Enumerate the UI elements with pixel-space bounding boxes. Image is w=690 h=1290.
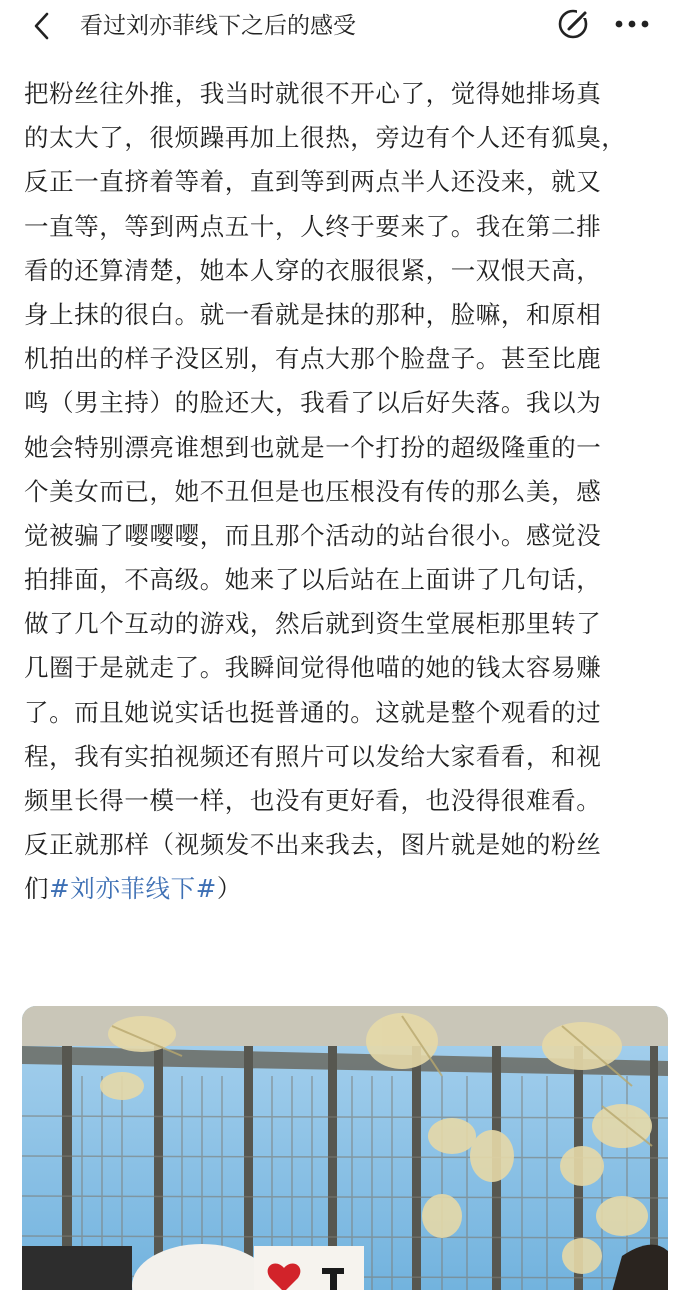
article-line: 机拍出的样子没区别，有点大那个脸盘子。甚至比鹿	[24, 344, 602, 374]
event-photo[interactable]	[22, 1006, 668, 1290]
chevron-left-icon	[30, 11, 54, 41]
last-line-suffix: ）	[216, 874, 242, 904]
article-line: 的太大了，很烦躁再加上很热，旁边有个人还有狐臭，	[24, 123, 627, 153]
article-line: 身上抹的很白。就一看就是抹的那种，脸嘛，和原相	[24, 299, 602, 329]
article-line: 拍排面，不高级。她来了以后站在上面讲了几句话，	[24, 565, 602, 595]
more-button[interactable]	[612, 6, 652, 42]
edit-button[interactable]	[556, 6, 592, 42]
article-line: 一直等，等到两点五十，人终于要来了。我在第二排	[24, 211, 602, 241]
back-button[interactable]	[24, 8, 60, 44]
article-line: 频里长得一模一样，也没有更好看，也没得很难看。	[24, 786, 602, 815]
article-line: 她会特别漂亮谁想到也就是一个打扮的超级隆重的一	[24, 432, 602, 462]
article-line: 做了几个互动的游戏，然后就到资生堂展柜那里转了	[24, 609, 602, 639]
last-line-prefix: 们	[24, 874, 50, 904]
article-line: 觉被骗了嘤嘤嘤，而且那个活动的站台很小。感觉没	[24, 520, 602, 550]
event-photo-image	[22, 1006, 668, 1290]
article-line: 了。而且她说实话也挺普通的。这就是整个观看的过	[24, 697, 602, 727]
hashtag-link[interactable]: #刘亦菲线下#	[49, 874, 217, 904]
article-line: 鸣（男主持）的脸还大，我看了以后好失落。我以为	[24, 388, 602, 418]
article-line: 把粉丝往外推，我当时就很不开心了，觉得她排场真	[24, 79, 602, 108]
more-horizontal-icon	[614, 19, 650, 29]
top-bar	[0, 0, 690, 56]
article-line: 几圈于是就走了。我瞬间觉得他喵的她的钱太容易赚	[24, 653, 602, 683]
article-line: 程，我有实拍视频还有照片可以发给大家看看，和视	[24, 741, 602, 771]
article-line: 个美女而已，她不丑但是也压根没有传的那么美，感	[24, 476, 602, 506]
article-line: 看的还算清楚，她本人穿的衣服很紧，一双恨天高，	[24, 255, 602, 285]
edit-icon	[557, 7, 591, 41]
article-line-last	[24, 867, 674, 911]
article-line: 反正一直挤着等着，直到等到两点半人还没来，就又	[24, 167, 602, 197]
article-line: 反正就那样（视频发不出来我去，图片就是她的粉丝	[24, 830, 602, 860]
page-title: 看过刘亦菲线下之后的感受	[80, 13, 356, 39]
article-body	[24, 72, 674, 912]
